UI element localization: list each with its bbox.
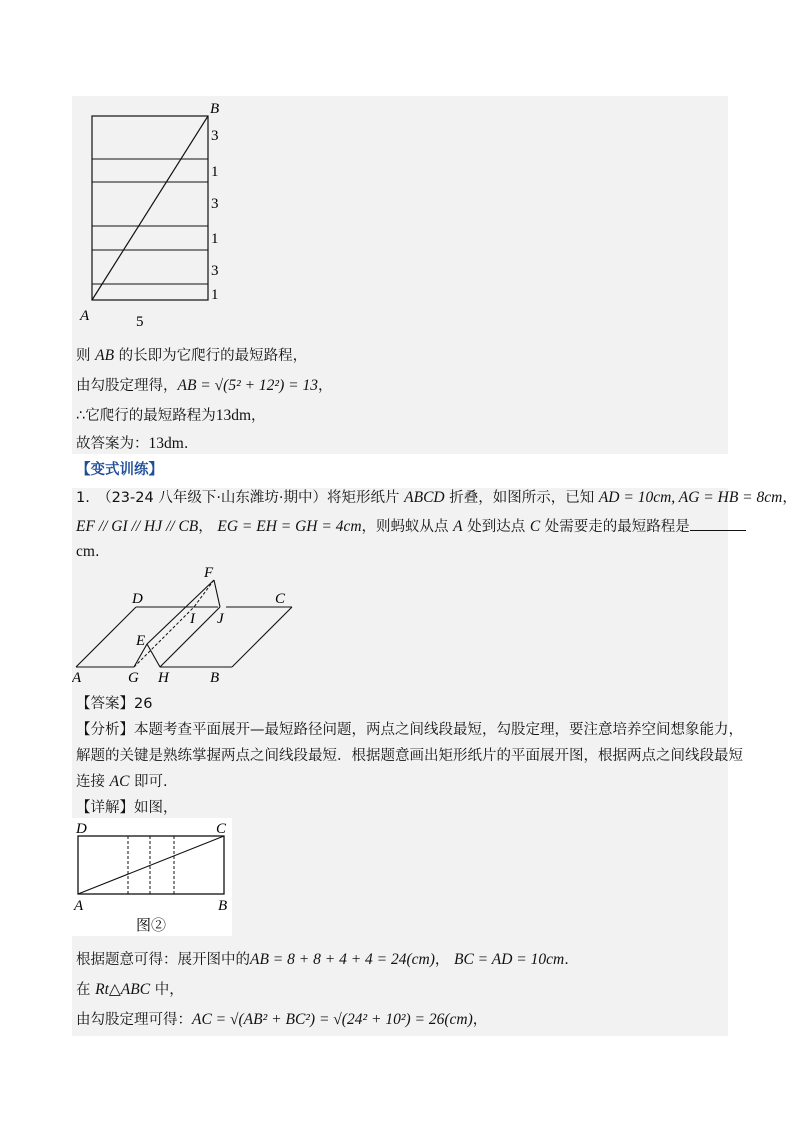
- analysis-line-2: 解题的关键是熟练掌握两点之间线段最短．根据题意画出矩形纸片的平面展开图，根据两点之间线段最短: [76, 748, 743, 764]
- solution-bottom-line-1: 根据题意可得：展开图中的AB = 8 + 8 + 4 + 4 = 24(cm)， BC = AD = 10cm.: [76, 951, 569, 968]
- label-a: A: [72, 670, 82, 684]
- figure-unfolded-rectangle: [72, 818, 232, 936]
- label-b: B: [210, 670, 220, 684]
- label-b: B: [218, 898, 228, 914]
- question-line-1: 1. （23-24 八年级下·山东潍坊·期中）将矩形纸片 ABCD 折叠，如图所示，已知 AD = 10cm, AG = HB = 8cm，: [76, 489, 797, 506]
- answer-line: 【答案】26: [76, 696, 153, 712]
- label-h: H: [158, 670, 169, 684]
- edge-cb: [232, 607, 292, 667]
- answer-blank: [690, 516, 746, 531]
- solution-line-3: ∴它爬行的最短路程为13dm，: [76, 407, 266, 424]
- analysis-line-3: 连接 AC 即可.: [76, 773, 168, 790]
- figure-caption: 图②: [136, 918, 167, 934]
- label-f: F: [204, 565, 214, 581]
- path-ab: [92, 116, 208, 300]
- label-segment-1: 3: [211, 128, 219, 144]
- label-segment-5: 3: [211, 263, 219, 279]
- label-d: D: [132, 591, 143, 607]
- label-b: B: [210, 101, 220, 117]
- label-bottom-width: 5: [136, 314, 144, 328]
- label-a: A: [74, 898, 84, 914]
- label-segment-6: 1: [211, 287, 219, 303]
- solution-bottom-line-2: 在 Rt△ABC 中，: [76, 981, 184, 998]
- edge-fj: [214, 580, 220, 607]
- edge-ef: [147, 580, 214, 644]
- label-g: G: [128, 670, 139, 684]
- question-line-2: EF // GI // HJ // CB， EG = EH = GH = 4cm，则蚂蚁从点 A 处到达点 C 处需要走的最短路程是: [76, 516, 746, 537]
- figure-folded-paper: [72, 562, 312, 684]
- label-a: A: [80, 308, 90, 324]
- label-segment-3: 3: [211, 196, 219, 212]
- label-segment-2: 1: [211, 164, 219, 180]
- label-c: C: [275, 591, 286, 607]
- label-d: D: [76, 821, 87, 837]
- label-c: C: [216, 821, 227, 837]
- figure-unrolled-strips: [72, 96, 252, 328]
- detail-line: 【详解】如图，: [76, 800, 178, 816]
- variant-heading: 【变式训练】: [76, 462, 163, 478]
- question-line-3: cm.: [76, 543, 100, 560]
- label-j: J: [217, 611, 224, 627]
- hidden-edge-fi: [194, 580, 214, 607]
- edge-ad: [76, 607, 136, 667]
- solution-line-4: 故答案为：13dm.: [76, 435, 189, 452]
- label-e: E: [136, 633, 146, 649]
- solution-bottom-line-3: 由勾股定理可得：AC = √(AB² + BC²) = √(24² + 10²) = 26(cm)，: [76, 1011, 488, 1028]
- solution-line-1: 则 AB 的长即为它爬行的最短路程，: [76, 347, 308, 364]
- label-segment-4: 1: [211, 231, 219, 247]
- label-i: I: [190, 611, 195, 627]
- analysis-line-1: 【分析】本题考查平面展开—最短路径问题，两点之间线段最短，勾股定理，要注意培养空间想象能力，: [76, 722, 743, 738]
- solution-line-2: 由勾股定理得，AB = √(5² + 12²) = 13，: [76, 377, 333, 394]
